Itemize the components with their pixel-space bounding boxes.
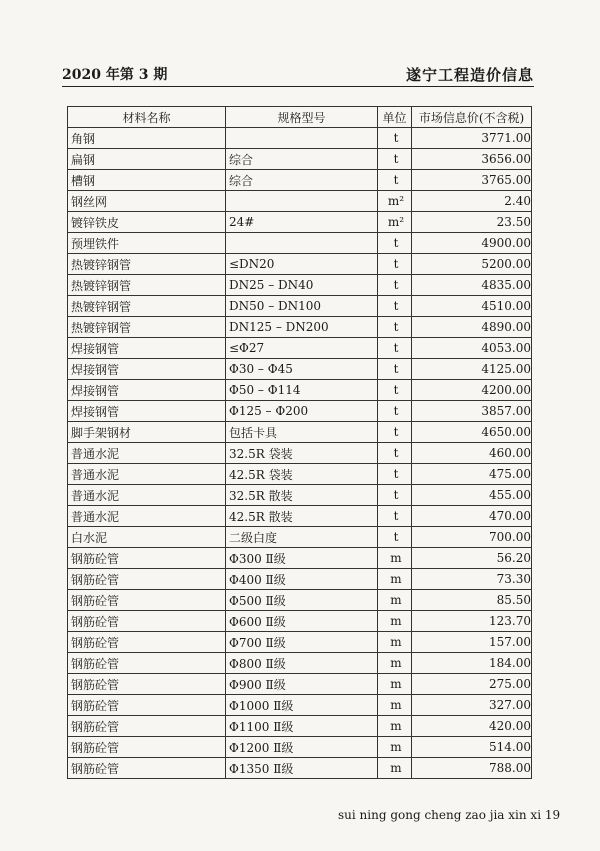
cell-price: 4650.00 — [412, 422, 532, 443]
cell-spec: Φ30 – Φ45 — [226, 359, 378, 380]
cell-spec: 二级白度 — [226, 527, 378, 548]
table-row — [68, 338, 532, 359]
cell-name: 焊接钢管 — [68, 380, 226, 401]
cell-price: 3771.00 — [412, 128, 532, 149]
cell-unit: m² — [378, 212, 412, 233]
cell-unit: m — [378, 569, 412, 590]
column-header-name: 材料名称 — [68, 107, 226, 128]
cell-unit: m — [378, 548, 412, 569]
cell-price: 184.00 — [412, 653, 532, 674]
cell-price: 4510.00 — [412, 296, 532, 317]
cell-spec: Φ1200 Ⅱ级 — [226, 737, 378, 758]
cell-name: 普通水泥 — [68, 506, 226, 527]
cell-name: 钢筋砼管 — [68, 569, 226, 590]
cell-unit: t — [378, 296, 412, 317]
cell-name: 角钢 — [68, 128, 226, 149]
cell-name: 焊接钢管 — [68, 359, 226, 380]
cell-name: 扁钢 — [68, 149, 226, 170]
cell-name: 热镀锌钢管 — [68, 254, 226, 275]
column-header-price: 市场信息价(不含税) — [412, 107, 532, 128]
cell-price: 460.00 — [412, 443, 532, 464]
cell-price: 455.00 — [412, 485, 532, 506]
table-row — [68, 527, 532, 548]
cell-name: 钢筋砼管 — [68, 674, 226, 695]
cell-spec: 42.5R 袋装 — [226, 464, 378, 485]
cell-unit: m — [378, 716, 412, 737]
cell-price: 4900.00 — [412, 233, 532, 254]
cell-spec: Φ125 – Φ200 — [226, 401, 378, 422]
cell-unit: m — [378, 632, 412, 653]
cell-name: 焊接钢管 — [68, 338, 226, 359]
cell-name: 脚手架钢材 — [68, 422, 226, 443]
cell-spec: DN125 – DN200 — [226, 317, 378, 338]
cell-price: 475.00 — [412, 464, 532, 485]
cell-spec — [226, 233, 378, 254]
cell-unit: t — [378, 254, 412, 275]
issue-label: 2020 年第 3 期 — [62, 67, 168, 83]
table-row — [68, 653, 532, 674]
cell-price: 470.00 — [412, 506, 532, 527]
cell-unit: m — [378, 590, 412, 611]
cell-price: 157.00 — [412, 632, 532, 653]
cell-name: 钢丝网 — [68, 191, 226, 212]
cell-price: 4890.00 — [412, 317, 532, 338]
cell-unit: t — [378, 464, 412, 485]
cell-spec: Φ1350 Ⅱ级 — [226, 758, 378, 779]
table-row — [68, 506, 532, 527]
cell-name: 钢筋砼管 — [68, 632, 226, 653]
cell-spec: Φ1000 Ⅱ级 — [226, 695, 378, 716]
cell-unit: t — [378, 170, 412, 191]
cell-price: 275.00 — [412, 674, 532, 695]
table-row — [68, 632, 532, 653]
table-row — [68, 233, 532, 254]
cell-name: 钢筋砼管 — [68, 653, 226, 674]
cell-spec: Φ400 Ⅱ级 — [226, 569, 378, 590]
cell-price: 420.00 — [412, 716, 532, 737]
table-row — [68, 254, 532, 275]
cell-unit: m — [378, 737, 412, 758]
cell-spec: ≤DN20 — [226, 254, 378, 275]
table-row — [68, 128, 532, 149]
cell-unit: m — [378, 758, 412, 779]
table-row — [68, 674, 532, 695]
cell-price: 3765.00 — [412, 170, 532, 191]
table-row — [68, 296, 532, 317]
cell-unit: t — [378, 401, 412, 422]
cell-spec: 综合 — [226, 149, 378, 170]
cell-spec: Φ1100 Ⅱ级 — [226, 716, 378, 737]
cell-name: 普通水泥 — [68, 485, 226, 506]
cell-unit: t — [378, 380, 412, 401]
table-row — [68, 317, 532, 338]
table-body — [68, 128, 532, 779]
cell-name: 焊接钢管 — [68, 401, 226, 422]
cell-price: 85.50 — [412, 590, 532, 611]
table-row — [68, 695, 532, 716]
page-footer: sui ning gong cheng zao jia xin xi 19 — [338, 808, 561, 822]
cell-name: 钢筋砼管 — [68, 611, 226, 632]
cell-name: 白水泥 — [68, 527, 226, 548]
cell-name: 热镀锌钢管 — [68, 317, 226, 338]
cell-price: 4053.00 — [412, 338, 532, 359]
cell-spec — [226, 128, 378, 149]
cell-price: 3857.00 — [412, 401, 532, 422]
cell-spec: 24# — [226, 212, 378, 233]
page-header — [62, 62, 534, 87]
table-row — [68, 170, 532, 191]
cell-name: 钢筋砼管 — [68, 758, 226, 779]
cell-name: 热镀锌钢管 — [68, 275, 226, 296]
table-row — [68, 464, 532, 485]
cell-spec: Φ900 Ⅱ级 — [226, 674, 378, 695]
cell-name: 普通水泥 — [68, 443, 226, 464]
cell-name: 镀锌铁皮 — [68, 212, 226, 233]
table-row — [68, 359, 532, 380]
cell-spec: ≤Φ27 — [226, 338, 378, 359]
cell-price: 514.00 — [412, 737, 532, 758]
cell-unit: t — [378, 149, 412, 170]
table-header-row — [68, 107, 532, 128]
cell-price: 23.50 — [412, 212, 532, 233]
cell-unit: t — [378, 359, 412, 380]
column-header-unit: 单位 — [378, 107, 412, 128]
cell-spec: Φ700 Ⅱ级 — [226, 632, 378, 653]
cell-name: 预埋铁件 — [68, 233, 226, 254]
cell-spec: Φ500 Ⅱ级 — [226, 590, 378, 611]
cell-spec: 综合 — [226, 170, 378, 191]
cell-unit: t — [378, 506, 412, 527]
cell-unit: t — [378, 485, 412, 506]
cell-spec: DN50 – DN100 — [226, 296, 378, 317]
column-header-spec: 规格型号 — [226, 107, 378, 128]
cell-unit: t — [378, 443, 412, 464]
table-row — [68, 737, 532, 758]
cell-price: 700.00 — [412, 527, 532, 548]
cell-price: 56.20 — [412, 548, 532, 569]
cell-price: 2.40 — [412, 191, 532, 212]
cell-price: 5200.00 — [412, 254, 532, 275]
table-row — [68, 590, 532, 611]
cell-spec: 42.5R 散装 — [226, 506, 378, 527]
cell-name: 钢筋砼管 — [68, 716, 226, 737]
cell-spec: 包括卡具 — [226, 422, 378, 443]
cell-price: 4200.00 — [412, 380, 532, 401]
cell-price: 327.00 — [412, 695, 532, 716]
cell-unit: t — [378, 275, 412, 296]
cell-price: 4125.00 — [412, 359, 532, 380]
cell-price: 4835.00 — [412, 275, 532, 296]
cell-name: 热镀锌钢管 — [68, 296, 226, 317]
table-row — [68, 716, 532, 737]
cell-name: 钢筋砼管 — [68, 590, 226, 611]
table-row — [68, 191, 532, 212]
table-row — [68, 380, 532, 401]
cell-spec: 32.5R 散装 — [226, 485, 378, 506]
cell-name: 钢筋砼管 — [68, 548, 226, 569]
cell-unit: m — [378, 695, 412, 716]
cell-name: 普通水泥 — [68, 464, 226, 485]
cell-price: 123.70 — [412, 611, 532, 632]
publication-title: 遂宁工程造价信息 — [405, 66, 534, 84]
cell-unit: t — [378, 422, 412, 443]
cell-name: 槽钢 — [68, 170, 226, 191]
cell-spec: Φ600 Ⅱ级 — [226, 611, 378, 632]
table-row — [68, 422, 532, 443]
cell-unit: t — [378, 233, 412, 254]
table-row — [68, 212, 532, 233]
cell-spec: Φ800 Ⅱ级 — [226, 653, 378, 674]
table-row — [68, 548, 532, 569]
cell-unit: m — [378, 653, 412, 674]
table-row — [68, 758, 532, 779]
cell-name: 钢筋砼管 — [68, 695, 226, 716]
table-row — [68, 443, 532, 464]
cell-spec: Φ300 Ⅱ级 — [226, 548, 378, 569]
table-row — [68, 275, 532, 296]
cell-unit: t — [378, 338, 412, 359]
cell-unit: m — [378, 611, 412, 632]
cell-spec: Φ50 – Φ114 — [226, 380, 378, 401]
cell-price: 788.00 — [412, 758, 532, 779]
cell-spec: 32.5R 袋装 — [226, 443, 378, 464]
table-row — [68, 401, 532, 422]
table-row — [68, 485, 532, 506]
cell-name: 钢筋砼管 — [68, 737, 226, 758]
table-row — [68, 569, 532, 590]
table-row — [68, 149, 532, 170]
cell-unit: m — [378, 674, 412, 695]
table-row — [68, 611, 532, 632]
cell-spec: DN25 – DN40 — [226, 275, 378, 296]
cell-price: 3656.00 — [412, 149, 532, 170]
cell-unit: t — [378, 128, 412, 149]
cell-spec — [226, 191, 378, 212]
cell-unit: t — [378, 527, 412, 548]
price-table — [67, 106, 532, 779]
cell-unit: m² — [378, 191, 412, 212]
cell-unit: t — [378, 317, 412, 338]
cell-price: 73.30 — [412, 569, 532, 590]
